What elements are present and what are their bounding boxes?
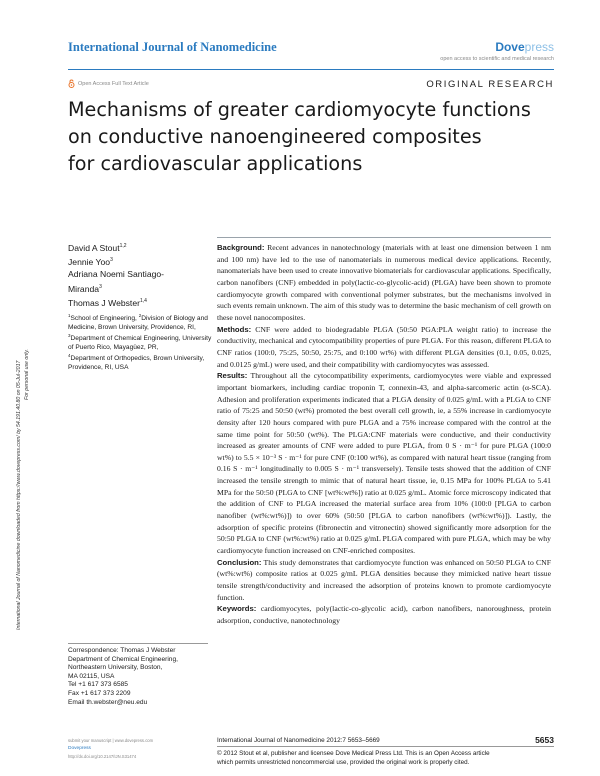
affil-sup-4: 4 [68,353,71,358]
author-3-name: Adriana Noemi Santiago- [68,269,165,280]
author-2-sup: 3 [110,257,113,264]
correspondence-heading: Correspondence: Thomas J Webster [68,647,176,654]
correspondence-email[interactable]: Email th.webster@neu.edu [68,698,148,706]
submit-manuscript-link[interactable]: submit your manuscript | www.dovepress.com [68,738,154,743]
conclusion-text: This study demonstrates that cardiomyocyte function was enhanced on 50:50 PLGA to CNF (wt%:wt%) composite ratios at 0.025 g/mL PLGA densities because they mimicked native heart tissue tensile strength/conductivity and increased the adsorption of proteins known to promote cardiomyocyte function. [217,557,551,602]
author-list [68,240,218,309]
author-3-name-cont: Miranda [68,283,100,294]
footer-copyright [217,750,557,768]
affil-4: Department of Orthopedics, Brown University, Providence, RI, USA [68,355,205,371]
publisher-tagline: open access to scientific and medical research [440,56,554,62]
correspondence [68,647,218,707]
open-access-lock-icon [68,79,75,88]
author-1 [68,240,218,254]
dovepress-logo[interactable] [495,40,554,54]
abstract-conclusion [217,557,551,604]
correspondence-line-2: Northeastern University, Boston, [68,664,163,672]
keywords-text: cardiomyocytes, poly(lactic-co-glycolic acid), carbon nanofibers, nanoroughness, protein adsorption, conductive, nanotechnology [217,604,551,625]
copyright-line-1: © 2012 Stout et al, publisher and licensee Dove Medical Press Ltd. This is an Open Access article [217,750,490,757]
open-access-label [68,79,149,88]
article-type: ORIGINAL RESEARCH [426,79,554,90]
affil-1: School of Engineering, [70,315,139,323]
abstract-results [217,370,551,557]
author-3 [68,268,218,280]
abstract-background [217,242,551,324]
background-text: Recent advances in nanotechnology (materials with at least one dimension between 1 nm and 100 nm) have led to the use of nanomaterials in numerous medical device applications. Recently, nanomaterials have been used to create innovative biomaterials for cardiovascular applications. Specifically, carbon nanofibers (CNF) embedded in poly(lactic-co-glycolic-acid) (PLGA) have been shown to promote cardiomyocyte growth compared with conventional polymer substrates, but the mechanisms involved in such events remain unknown. The aim of this study was to determine the basic mechanism of cell growth on these novel nanocomposites. [217,243,551,322]
footer-divider [217,746,554,747]
download-watermark-line2: For personal use only. [24,349,30,400]
page-number: 5653 [535,735,554,745]
correspondence-line-1: Department of Chemical Engineering, [68,655,178,663]
title-line-3: for cardiovascular applications [68,152,363,175]
author-1-sup: 1,2 [119,243,127,249]
methods-text: CNF were added to biodegradable PLGA (50:50 PGA:PLA weight ratio) to increase the conductivity, mechanical and cytocompatibility properties of pure PLGA. For this reason, different PLGA to CNF ratios (100:0, 75:25, 50:50, 25:75, and 0:100 wt%) with different PLGA densities (0.1, 0.05, 0.025, and 0.0125 g/mL) were used, and their compatibility with cardiomyocytes was assessed. [217,324,551,369]
abstract-keywords [217,603,551,626]
dovepress-logo-b: press [524,40,554,54]
background-label: Background: [217,243,265,252]
title-line-2: on conductive nanoengineered composites [68,125,482,148]
affil-sup-1: 1 [68,313,71,318]
affil-3: Department of Chemical Engineering, University of Puerto Rico, Mayagüez, PR, [68,335,212,351]
results-label: Results: [217,371,248,381]
footer-citation: International Journal of Nanomedicine 2012:7 5653–5669 [217,737,380,744]
dovepress-logo-a: Dove [495,40,525,54]
download-watermark [16,70,38,670]
open-access-text: Open Access Full Text Article [78,80,149,87]
author-2-name: Jennie Yoo [68,257,111,268]
methods-label: Methods: [217,324,252,334]
affiliations [68,312,218,372]
affil-2: Division of Biology and Medicine, Brown University, Providence, RI, [68,315,208,331]
correspondence-fax: Fax +1 617 373 2209 [68,689,131,697]
affil-sup-2: 2 [138,313,142,318]
article-title [68,96,568,177]
author-4-name: Thomas J Webster [68,297,140,308]
author-3-cont [68,281,218,295]
author-1-name: David A Stout [68,242,120,253]
journal-name: International Journal of Nanomedicine [68,40,277,54]
affil-sup-3: 3 [68,333,71,338]
correspondence-divider [68,643,208,644]
author-2 [68,254,218,268]
conclusion-label: Conclusion: [217,557,262,567]
abstract [217,237,551,644]
abstract-methods [217,324,551,371]
results-text: Throughout all the cytocompatibility experiments, cardiomyocytes were viable and expressed important biomarkers, including cardiac troponin T, connexin-43, and alpha-sarcomeric actin (α-SCA). Adhesion and proliferation experiments indicated that a PLGA density of 0.025 g/mL with a PLGA to CNF ratio of 75:25 and 50:50 (wt%) promoted the best overall cell growth, ie, a 55% increase in cardiomyocyte density after 120 hours compared with pure PLGA and a 75% increase compared with the control at the same time point for 50:50 (wt%). The PLGA:CNF materials were conductive, and their conductivity increased as greater amounts of CNF were added to pure PLGA, from 0 S · m⁻¹ for pure PLGA (100:0 wt%) to 5.5 × 10⁻³ S · m⁻¹ for pure CNF (0:100 wt%), as compared with natural heart tissue (ranging from 0.16 S · m⁻¹ longitudinally to 0.005 S · m⁻¹ transversely). Tensile tests showed that the addition of CNF increased the tensile strength to mimic that of natural heart tissue, ie, 0.15 MPa for 100% PLGA to 5.41 MPa for the 50:50 (PLGA to CNF [wt%:wt%]) ratio at 0.025 g/mL. Atomic force microscopy indicated that the addition of CNF to PLGA increased the material surface area from 10% (100:0 [PLGA to carbon nanofiber (wt%:wt%)]) to over 60% (50:50 [PLGA to carbon nanofibers (wt%:wt%)]). Lastly, the adsorption of specific proteins (fibronectin and vitronectin) showed significantly more adsorption for the 50:50 PLGA to CNF (wt%:wt%) ratio at 0.025 g/mL PLGA compared with pure PLGA, which may be why cardiomyocyte function increased on CNF-enriched composites. [217,371,551,556]
author-3-sup: 3 [99,283,102,290]
footer-dovepress: Dovepress [68,746,91,751]
copyright-line-2: which permits unrestricted noncommercial use, provided the original work is properly cited. [217,758,470,766]
header-divider [68,69,554,70]
correspondence-line-3: MA 02115, USA [68,672,115,680]
author-4-sup: 1,4 [139,297,147,304]
title-line-1: Mechanisms of greater cardiomyocyte functions [68,98,531,121]
download-watermark-line1: International Journal of Nanomedicine downloaded from https://www.dovepress.com/ by 54.191.40.80 on 05-Jul-2017 [16,360,22,630]
keywords-label: Keywords: [217,604,257,614]
author-4 [68,295,218,309]
correspondence-tel: Tel +1 617 373 6585 [68,681,128,689]
footer-doi[interactable]: http://dx.doi.org/10.2147/IJN.S31474 [68,754,137,759]
